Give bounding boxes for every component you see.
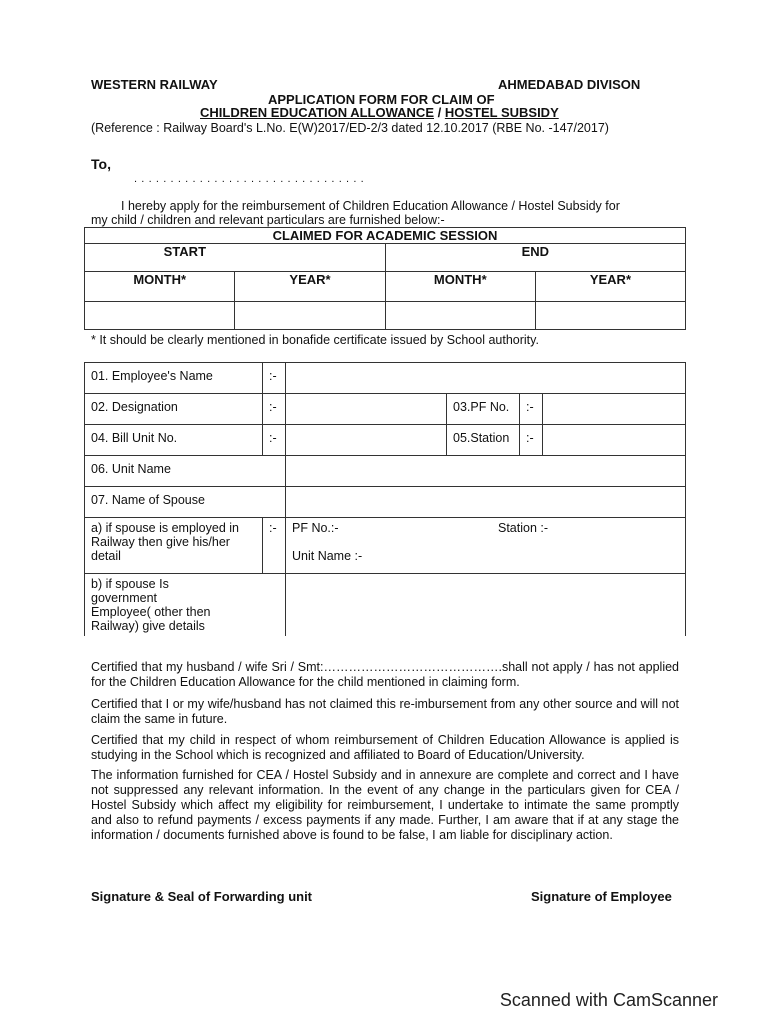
reference-line: (Reference : Railway Board's L.No. E(W)2017/ED-2/3 dated 12.10.2017 (RBE No. -147/2017) bbox=[91, 121, 609, 135]
spouse-govt-label: b) if spouse Is government Employee( other then Railway) give details bbox=[85, 574, 286, 637]
to-label: To, bbox=[91, 156, 111, 172]
pf-no-field[interactable] bbox=[543, 394, 686, 425]
separator: :- bbox=[263, 518, 286, 574]
division-name: AHMEDABAD DIVISON bbox=[498, 77, 641, 92]
spouse-govt-field[interactable] bbox=[286, 574, 686, 637]
end-year-header: YEAR* bbox=[535, 272, 685, 302]
intro-line-2: my child / children and relevant particulars are furnished below:- bbox=[91, 213, 445, 227]
spouse-name-label: 07. Name of Spouse bbox=[85, 487, 286, 518]
start-year-header: YEAR* bbox=[235, 272, 385, 302]
addressee-dots: . . . . . . . . . . . . . . . . . . . . . . . . . . . . . . . . bbox=[134, 173, 365, 185]
certification-3: Certified that my child in respect of whom reimbursement of Children Education Allowance is applied is studying in the School which is recognized and affiliated to Board of Education/University. bbox=[91, 733, 679, 762]
start-year-field[interactable] bbox=[235, 302, 385, 330]
session-caption: CLAIMED FOR ACADEMIC SESSION bbox=[85, 228, 686, 244]
certification-2: Certified that I or my wife/husband has not claimed this re-imbursement from any other source and will not claim the same in future. bbox=[91, 697, 679, 726]
employee-signature-label: Signature of Employee bbox=[531, 889, 672, 904]
forwarding-signature-label: Signature & Seal of Forwarding unit bbox=[91, 889, 313, 904]
certification-1: Certified that my husband / wife Sri / Smt:…………………………………….shall not apply / has not applied for the Children Education Allowance for the child mentioned in claiming form. bbox=[91, 660, 679, 689]
spouse-name-field[interactable] bbox=[286, 487, 686, 518]
form-subtitle bbox=[200, 105, 559, 120]
designation-label: 02. Designation bbox=[85, 394, 263, 425]
station-field[interactable] bbox=[543, 425, 686, 456]
subtitle-hostel: HOSTEL SUBSIDY bbox=[444, 105, 559, 120]
end-month-field[interactable] bbox=[385, 302, 535, 330]
employee-details-table bbox=[84, 362, 686, 636]
unit-name-label: 06. Unit Name bbox=[85, 456, 286, 487]
session-footnote: * It should be clearly mentioned in bonafide certificate issued by School authority. bbox=[91, 333, 539, 347]
unit-name-field[interactable] bbox=[286, 456, 686, 487]
bill-unit-label: 04. Bill Unit No. bbox=[85, 425, 263, 456]
separator: :- bbox=[263, 363, 286, 394]
designation-field[interactable] bbox=[286, 394, 447, 425]
subtitle-cea: CHILDREN EDUCATION ALLOWANCE bbox=[200, 105, 434, 120]
form-title: APPLICATION FORM FOR CLAIM OF bbox=[268, 92, 495, 107]
intro-line-1: I hereby apply for the reimbursement of Children Education Allowance / Hostel Subsidy for bbox=[121, 199, 620, 213]
separator: :- bbox=[520, 425, 543, 456]
pf-no-label: 03.PF No. bbox=[447, 394, 520, 425]
spouse-railway-field[interactable] bbox=[286, 518, 686, 574]
separator: :- bbox=[520, 394, 543, 425]
certification-4: The information furnished for CEA / Hostel Subsidy and in annexure are complete and correct and I have not suppressed any relevant information. In the event of any change in the particulars given for CEA / Hostel Subsidy which affect my eligibility for reimbursement, I undertake to intimate the same promptly and also to refund payments / excess payments if any made. Further, I am aware that if at any stage the information / documents furnished above is found to be false, I am liable for disciplinary action. bbox=[91, 768, 679, 842]
start-month-header: MONTH* bbox=[85, 272, 235, 302]
bill-unit-field[interactable] bbox=[286, 425, 447, 456]
spouse-station-label: Station :- bbox=[498, 521, 549, 535]
separator: :- bbox=[263, 394, 286, 425]
employee-name-field[interactable] bbox=[286, 363, 686, 394]
subtitle-separator: / bbox=[434, 105, 445, 120]
station-label: 05.Station bbox=[447, 425, 520, 456]
end-month-header: MONTH* bbox=[385, 272, 535, 302]
academic-session-table bbox=[84, 227, 686, 330]
employee-name-label: 01. Employee's Name bbox=[85, 363, 263, 394]
session-start: START bbox=[85, 244, 386, 272]
org-name: WESTERN RAILWAY bbox=[91, 77, 218, 92]
spouse-railway-label: a) if spouse is employed in Railway then give his/her detail bbox=[85, 518, 263, 574]
session-end: END bbox=[385, 244, 685, 272]
start-month-field[interactable] bbox=[85, 302, 235, 330]
camscanner-watermark: Scanned with CamScanner bbox=[499, 990, 718, 1010]
spouse-unit-label: Unit Name :- bbox=[292, 549, 363, 563]
end-year-field[interactable] bbox=[535, 302, 685, 330]
spouse-pf-label: PF No.:- bbox=[292, 521, 339, 535]
separator: :- bbox=[263, 425, 286, 456]
